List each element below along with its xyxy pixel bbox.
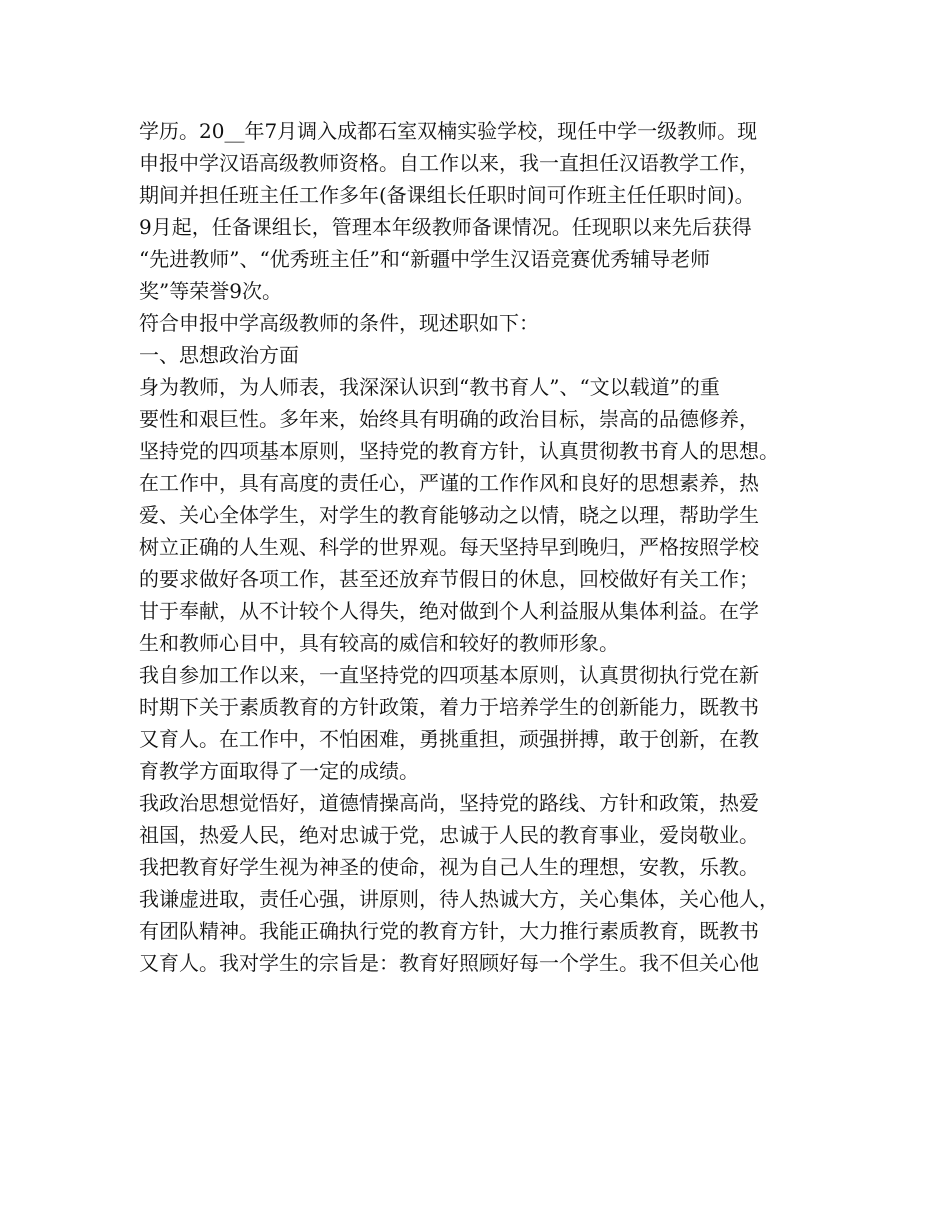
text-line: 育教学方面取得了一定的成绩。 — [139, 759, 419, 783]
text-line: 我把教育好学生视为神圣的使命，视为自己人生的理想，安教，乐教。 — [139, 855, 759, 879]
text-line: 我谦虚进取，责任心强，讲原则，待人热诚大方，关心集体，关心他人， — [139, 887, 779, 911]
text-line: 期间并担任班主任工作多年(备课组长任职时间可作班主任任职时间)。 — [139, 183, 755, 207]
text-line: 坚持党的四项基本原则，坚持党的教育方针，认真贯彻教书育人的思想。 — [139, 439, 779, 463]
text-line: 9月起，任备课组长，管理本年级教师备课情况。任现职以来先后获得 — [139, 215, 752, 239]
text-line: 学历。20__年7月调入成都石室双楠实验学校，现任中学一级教师。现 — [139, 119, 758, 143]
text-line: 我自参加工作以来，一直坚持党的四项基本原则，认真贯彻执行党在新 — [139, 663, 759, 687]
text-line: 时期下关于素质教育的方针政策，着力于培养学生的创新能力，既教书 — [139, 695, 759, 719]
text-line: 申报中学汉语高级教师资格。自工作以来，我一直担任汉语教学工作， — [139, 151, 759, 175]
text-line: 身为教师，为人师表，我深深认识到“教书育人”、“文以载道”的重 — [139, 375, 720, 399]
text-line: 甘于奉献，从不计较个人得失，绝对做到个人利益服从集体利益。在学 — [139, 599, 759, 623]
text-line: 又育人。我对学生的宗旨是：教育好照顾好每一个学生。我不但关心他 — [139, 951, 759, 975]
text-line: 树立正确的人生观、科学的世界观。每天坚持早到晚归，严格按照学校 — [139, 535, 759, 559]
text-line: 祖国，热爱人民，绝对忠诚于党，忠诚于人民的教育事业，爱岗敬业。 — [139, 823, 759, 847]
text-line: 又育人。在工作中，不怕困难，勇挑重担，顽强拼搏，敢于创新，在教 — [139, 727, 759, 751]
text-line: 有团队精神。我能正确执行党的教育方针，大力推行素质教育，既教书 — [139, 919, 759, 943]
document-body — [139, 115, 829, 979]
text-line: “先进教师”、“优秀班主任”和“新疆中学生汉语竞赛优秀辅导老师 — [139, 247, 711, 271]
text-line: 奖”等荣誉9次。 — [139, 279, 282, 303]
text-line: 在工作中，具有高度的责任心，严谨的工作作风和良好的思想素养，热 — [139, 471, 759, 495]
text-line: 的要求做好各项工作，甚至还放弃节假日的休息，回校做好有关工作； — [139, 567, 759, 591]
text-line: 我政治思想觉悟好，道德情操高尚，坚持党的路线、方针和政策，热爱 — [139, 791, 759, 815]
section-heading: 一、思想政治方面 — [139, 343, 299, 367]
text-line: 符合申报中学高级教师的条件，现述职如下： — [139, 311, 539, 335]
text-line: 生和教师心目中，具有较高的威信和较好的教师形象。 — [139, 631, 619, 655]
text-line: 要性和艰巨性。多年来，始终具有明确的政治目标，崇高的品德修养， — [139, 407, 759, 431]
text-line: 爱、关心全体学生，对学生的教育能够动之以情，晓之以理，帮助学生 — [139, 503, 759, 527]
